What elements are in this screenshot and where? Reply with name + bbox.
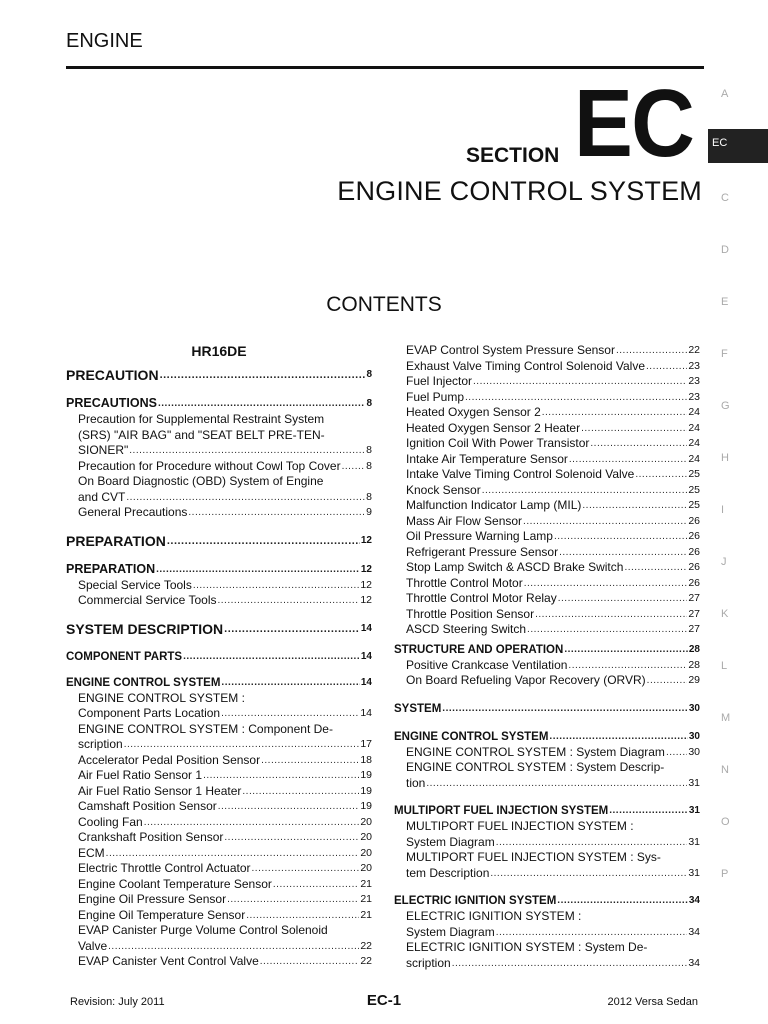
side-index-tabs (708, 80, 768, 912)
toc-entry-commercial-tools[interactable]: Commercial Service Tools ..... 12 (66, 593, 372, 609)
section-word: SECTION (466, 144, 560, 167)
toc-entry-item[interactable]: Air Fuel Ratio Sensor 1 ..... 19 (66, 768, 372, 784)
tab-i[interactable]: I (721, 504, 725, 516)
toc-entry-item[interactable]: Cooling Fan ..... 20 (66, 815, 372, 831)
toc-entry-special-tools[interactable]: Special Service Tools ..... 12 (66, 578, 372, 594)
toc-entry-srs[interactable]: SIONER" ..... 8 (66, 443, 372, 459)
toc-entry-item[interactable]: EVAP Control System Pressure Sensor ..... 22 (394, 343, 700, 359)
toc-entry-item[interactable]: Throttle Position Sensor ..... 27 (394, 607, 700, 623)
toc-entry-mfi-diagram[interactable]: System Diagram ..... 31 (394, 835, 700, 851)
toc-entry-ecs-diagram[interactable]: ENGINE CONTROL SYSTEM : System Diagram ..... 30 (394, 745, 700, 761)
toc-entry-item[interactable]: Oil Pressure Warning Lamp ..... 26 (394, 529, 700, 545)
toc-entry-system-description[interactable]: SYSTEM DESCRIPTION ..... 14 (66, 619, 372, 639)
tab-f[interactable]: F (721, 348, 728, 360)
toc-entry-obd-line1[interactable]: On Board Diagnostic (OBD) System of Engine (78, 474, 324, 488)
toc-entry-pcv[interactable]: Positive Crankcase Ventilation ..... 28 (394, 658, 700, 674)
toc-entry-orvr[interactable]: On Board Refueling Vapor Recovery (ORVR) ..... 29 (394, 673, 700, 689)
toc-entry-mfi-diagram-line1[interactable]: MULTIPORT FUEL INJECTION SYSTEM : (406, 819, 634, 833)
toc-entry-item[interactable]: Fuel Injector ..... 23 (394, 374, 700, 390)
tab-c[interactable]: C (721, 192, 729, 204)
toc-entry-item[interactable]: Ignition Coil With Power Transistor ..... 24 (394, 436, 700, 452)
toc-entry-engine-control-system[interactable]: ENGINE CONTROL SYSTEM ..... 14 (66, 675, 372, 691)
footer-page-number: EC-1 (366, 992, 402, 1009)
tab-a[interactable]: A (721, 88, 729, 100)
footer-revision: Revision: July 2011 (70, 996, 165, 1008)
toc-entry-evap-vent[interactable]: EVAP Canister Vent Control Valve ..... 22 (66, 954, 372, 970)
toc-entry-item[interactable]: Heated Oxygen Sensor 2 ..... 24 (394, 405, 700, 421)
toc-entry-item[interactable]: Electric Throttle Control Actuator ..... 20 (66, 861, 372, 877)
toc-entry-item[interactable]: Engine Oil Temperature Sensor ..... 21 (66, 908, 372, 924)
toc-entry-engine-control-system-right[interactable]: ENGINE CONTROL SYSTEM ..... 30 (394, 729, 700, 745)
toc-entry-evap-purge[interactable]: Valve ..... 22 (66, 939, 372, 955)
toc-entry-obd[interactable]: and CVT ..... 8 (66, 490, 372, 506)
toc-entry-eis-desc[interactable]: scription ..... 34 (394, 956, 700, 972)
toc-entry-item[interactable]: Refrigerant Pressure Sensor ..... 26 (394, 545, 700, 561)
tab-g[interactable]: G (721, 400, 730, 412)
tab-d[interactable]: D (721, 244, 729, 256)
toc-entry-item[interactable]: Engine Oil Pressure Sensor ..... 21 (66, 892, 372, 908)
toc-entry-item[interactable]: Knock Sensor ..... 25 (394, 483, 700, 499)
section-code: EC (574, 70, 694, 177)
toc-entry-evap-purge-line1[interactable]: EVAP Canister Purge Volume Control Solenoid (78, 923, 328, 937)
toc-entry-eis-desc-line1[interactable]: ELECTRIC IGNITION SYSTEM : System De- (406, 940, 648, 954)
tab-ec[interactable]: EC (708, 129, 768, 163)
tab-o[interactable]: O (721, 816, 730, 828)
toc-entry-ecs-desc-line1[interactable]: ENGINE CONTROL SYSTEM : System Descrip- (406, 760, 665, 774)
toc-entry-item[interactable]: Engine Coolant Temperature Sensor ..... 21 (66, 877, 372, 893)
tab-n[interactable]: N (721, 764, 729, 776)
header-rule (66, 66, 704, 69)
toc-entry-eis-diagram-line1[interactable]: ELECTRIC IGNITION SYSTEM : (406, 909, 582, 923)
toc-entry-item[interactable]: Throttle Control Motor ..... 26 (394, 576, 700, 592)
toc-entry-preparation-h1[interactable]: PREPARATION ..... 12 (66, 531, 372, 551)
toc-entry-mfi[interactable]: MULTIPORT FUEL INJECTION SYSTEM ..... 31 (394, 803, 700, 819)
tab-l[interactable]: L (721, 660, 728, 672)
toc-entry-item[interactable]: Fuel Pump ..... 23 (394, 390, 700, 406)
toc-entry-item[interactable]: Stop Lamp Switch & ASCD Brake Switch ..... 26 (394, 560, 700, 576)
toc-entry-precaution[interactable]: PRECAUTION ..... 8 (66, 365, 372, 385)
footer-model: 2012 Versa Sedan (607, 996, 698, 1008)
toc-entry-system[interactable]: SYSTEM ..... 30 (394, 701, 700, 717)
toc-entry-precautions[interactable]: PRECAUTIONS ..... 8 (66, 395, 372, 412)
toc-entry-item[interactable]: Intake Valve Timing Control Solenoid Valve ..... 25 (394, 467, 700, 483)
toc-entry-ecs-location[interactable]: Component Parts Location ..... 14 (66, 706, 372, 722)
tab-k[interactable]: K (721, 608, 729, 620)
toc-entry-structure-operation[interactable]: STRUCTURE AND OPERATION ..... 28 (394, 642, 700, 658)
toc-entry-item[interactable]: Mass Air Flow Sensor ..... 26 (394, 514, 700, 530)
toc-entry-ecs-description-line1[interactable]: ENGINE CONTROL SYSTEM : Component De- (78, 721, 333, 736)
toc-entry-item[interactable]: Malfunction Indicator Lamp (MIL) ..... 25 (394, 498, 700, 514)
toc-left-column (66, 340, 372, 970)
toc-entry-item[interactable]: Intake Air Temperature Sensor ..... 24 (394, 452, 700, 468)
toc-entry-item[interactable]: Air Fuel Ratio Sensor 1 Heater ..... 19 (66, 784, 372, 800)
toc-entry-general-precautions[interactable]: General Precautions ..... 9 (66, 505, 372, 521)
toc-entry-item[interactable]: Heated Oxygen Sensor 2 Heater ..... 24 (394, 421, 700, 437)
tab-m[interactable]: M (721, 712, 731, 724)
toc-entry-srs-line1[interactable]: Precaution for Supplemental Restraint System (78, 412, 325, 426)
toc-entry-item[interactable]: ASCD Steering Switch ..... 27 (394, 622, 700, 638)
tab-e[interactable]: E (721, 296, 729, 308)
section-title: ENGINE CONTROL SYSTEM (337, 176, 702, 206)
toc-right-column (394, 343, 700, 971)
toc-entry-mfi-desc-line1[interactable]: MULTIPORT FUEL INJECTION SYSTEM : Sys- (406, 850, 661, 864)
toc-entry-ecs-location-line1[interactable]: ENGINE CONTROL SYSTEM : (78, 690, 245, 705)
engine-header: ENGINE (66, 30, 143, 52)
toc-entry-eis-diagram[interactable]: System Diagram ..... 34 (394, 925, 700, 941)
tab-j[interactable]: J (721, 556, 727, 568)
toc-entry-eis[interactable]: ELECTRIC IGNITION SYSTEM ..... 34 (394, 893, 700, 909)
tab-h[interactable]: H (721, 452, 729, 464)
toc-entry-item[interactable]: Accelerator Pedal Position Sensor ..... 18 (66, 753, 372, 769)
toc-entry-item[interactable]: Crankshaft Position Sensor ..... 20 (66, 830, 372, 846)
toc-entry-mfi-desc[interactable]: tem Description ..... 31 (394, 866, 700, 882)
engine-model-heading: HR16DE (191, 343, 247, 359)
toc-entry-ecs-description[interactable]: scription ..... 17 (66, 737, 372, 753)
toc-entry-preparation-h2[interactable]: PREPARATION ..... 12 (66, 561, 372, 578)
toc-entry-item[interactable]: Exhaust Valve Timing Control Solenoid Valve ..... 23 (394, 359, 700, 375)
toc-entry-item[interactable]: Throttle Control Motor Relay ..... 27 (394, 591, 700, 607)
tab-p[interactable]: P (721, 868, 729, 880)
contents-title: CONTENTS (326, 293, 442, 316)
toc-entry-srs-line2[interactable]: (SRS) "AIR BAG" and "SEAT BELT PRE-TEN- (78, 427, 325, 442)
toc-entry-item[interactable]: ECM ..... 20 (66, 846, 372, 862)
toc-entry-cowl[interactable]: Precaution for Procedure without Cowl Top Cover ..... 8 (66, 459, 372, 475)
toc-entry-item[interactable]: Camshaft Position Sensor ..... 19 (66, 799, 372, 815)
toc-entry-ecs-desc[interactable]: tion ..... 31 (394, 776, 700, 792)
toc-entry-component-parts[interactable]: COMPONENT PARTS ..... 14 (66, 649, 372, 665)
